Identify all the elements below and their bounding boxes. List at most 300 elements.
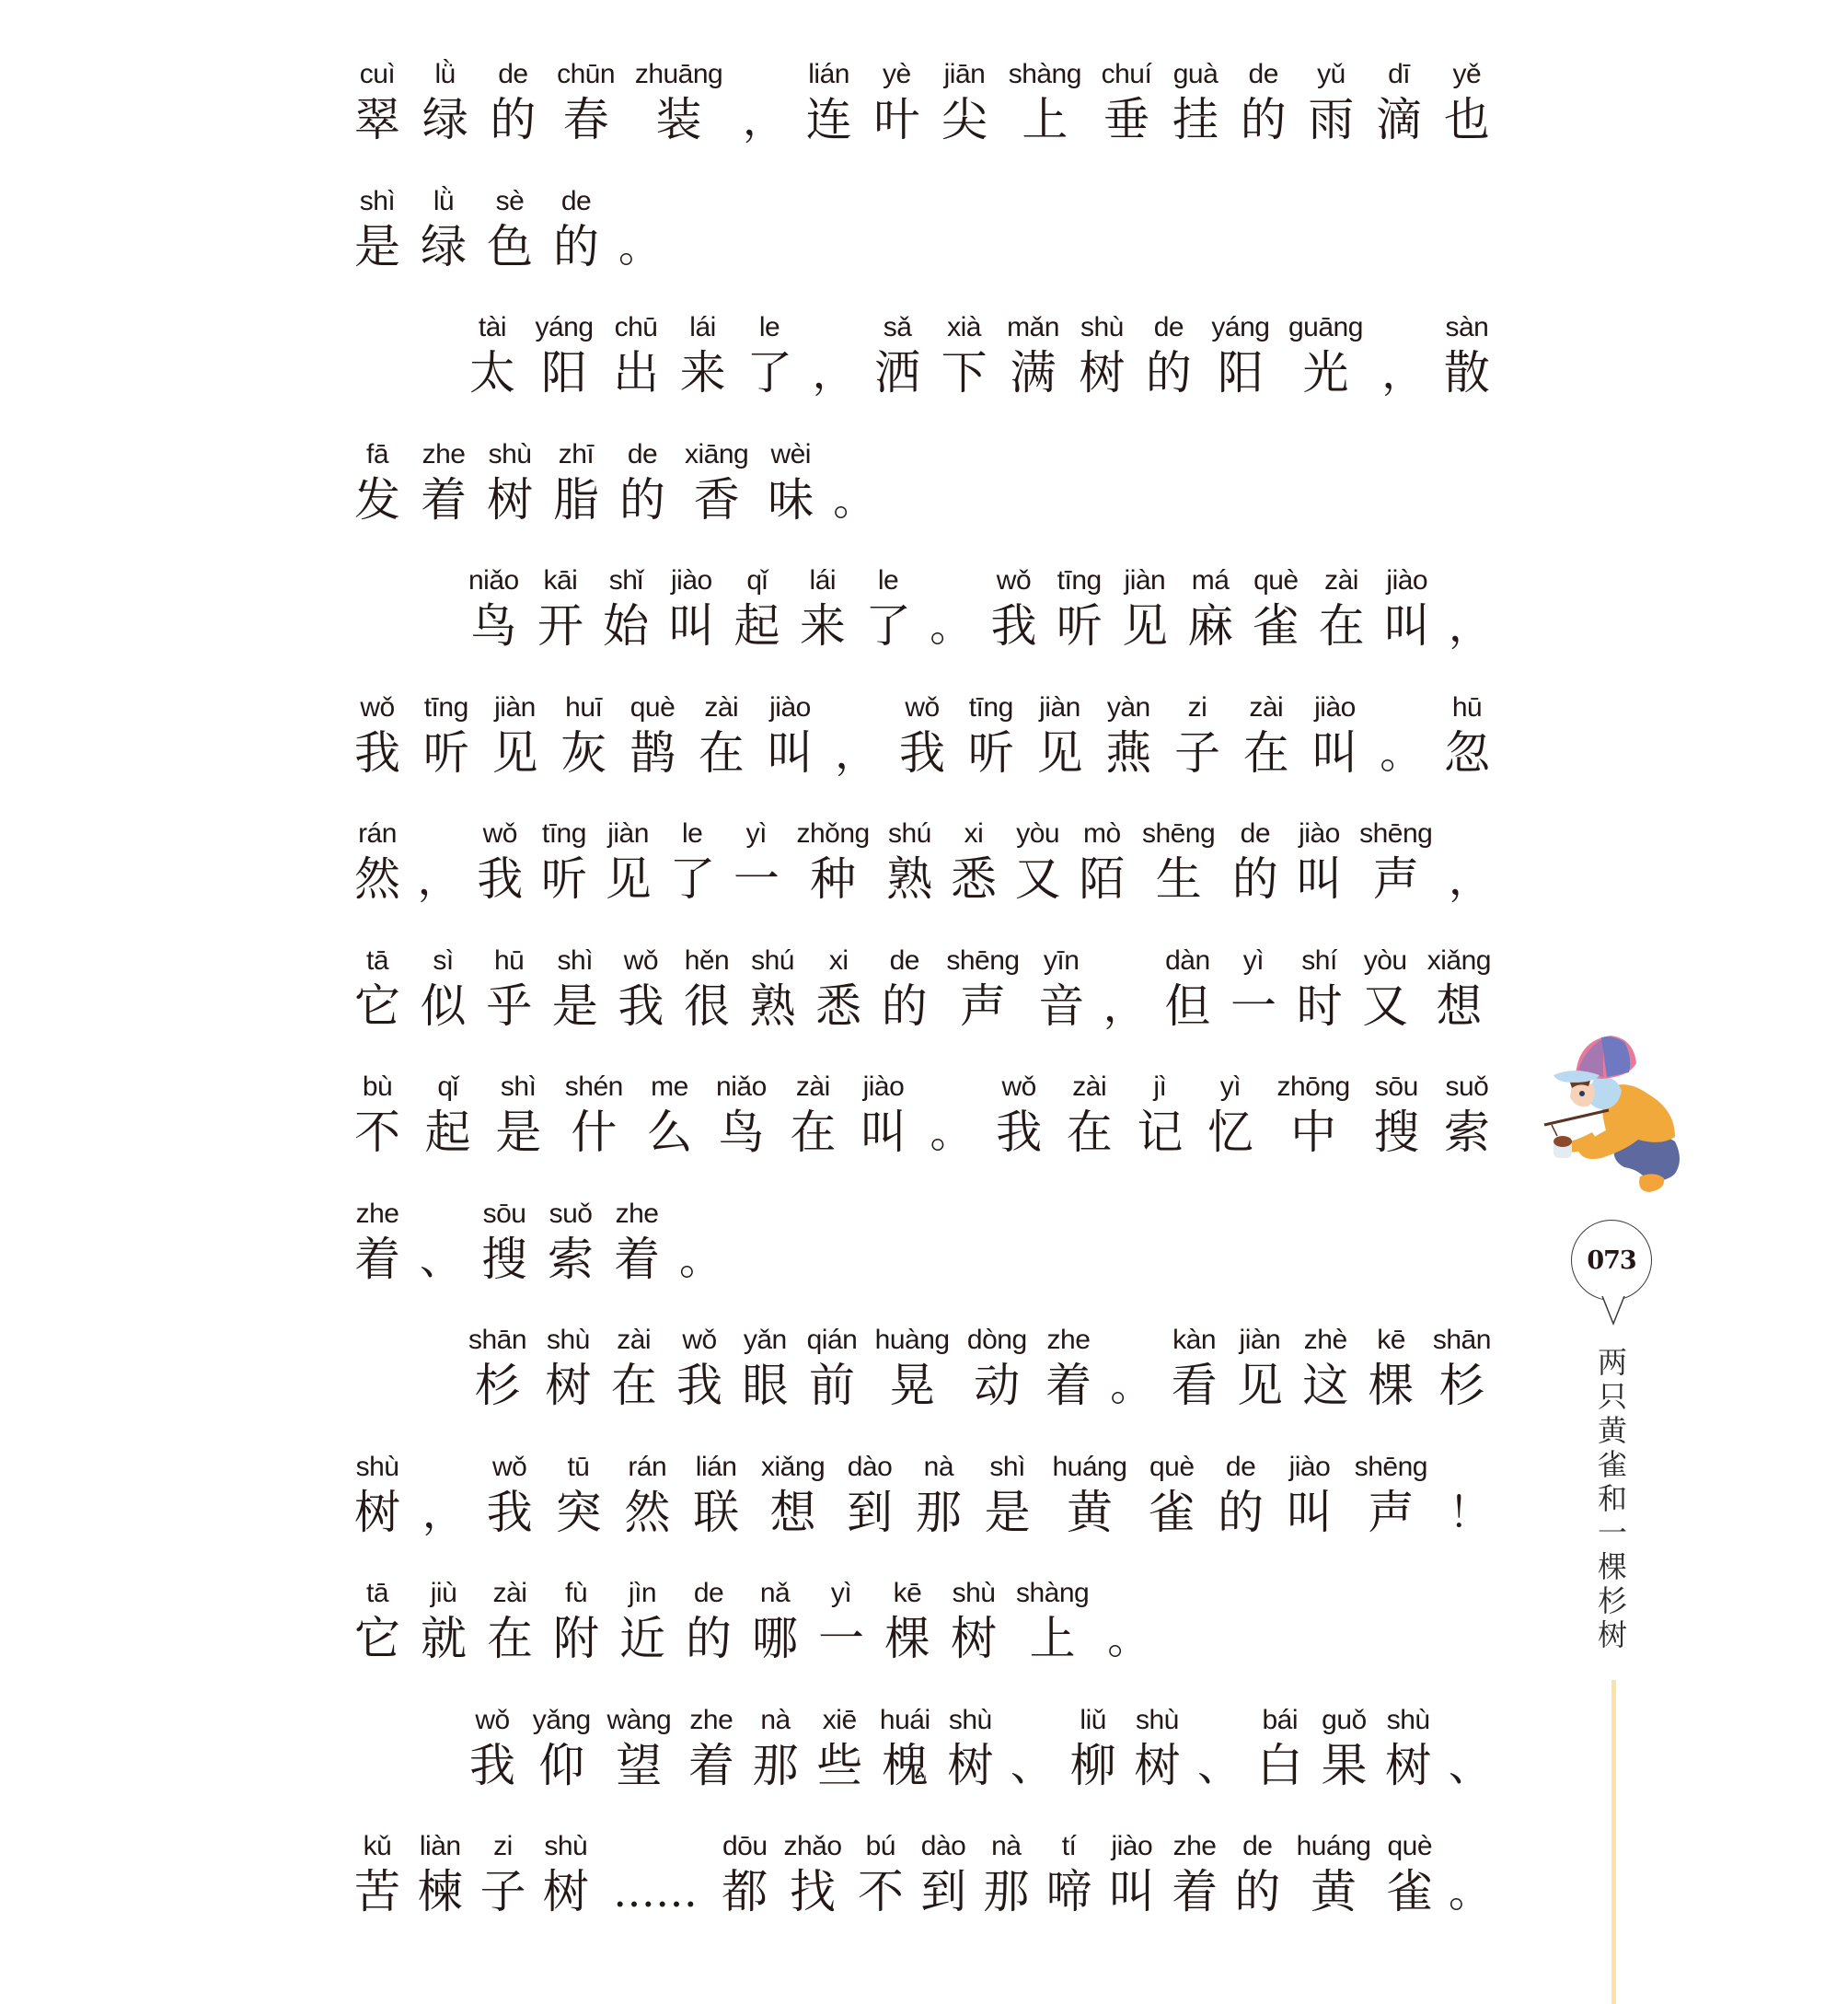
pinyin-character xyxy=(941,312,988,402)
hanzi: 的 xyxy=(1231,852,1278,906)
pinyin-character xyxy=(767,692,814,782)
pinyin-character xyxy=(353,439,401,529)
pinyin: tīng xyxy=(541,818,586,849)
hanzi: 了 xyxy=(746,346,793,400)
hanzi: 搜 xyxy=(481,1232,527,1286)
pinyin-character xyxy=(864,565,912,655)
hanzi: 很 xyxy=(683,979,730,1033)
pinyin-character xyxy=(353,945,401,1036)
text-line xyxy=(353,818,1491,945)
hanzi: 到 xyxy=(920,1865,967,1918)
hanzi: 。 xyxy=(1380,727,1423,778)
hanzi: 苦 xyxy=(354,1865,400,1918)
pinyin: jiān xyxy=(943,59,986,89)
pinyin-character xyxy=(815,1705,863,1795)
pinyin-character xyxy=(784,1831,842,1921)
hanzi: 子 xyxy=(479,1865,526,1918)
hanzi: 哪 xyxy=(752,1612,798,1665)
pinyin: guǒ xyxy=(1322,1704,1367,1735)
pinyin: zhī xyxy=(558,438,595,469)
pinyin-character xyxy=(1443,692,1491,782)
pinyin-character xyxy=(1307,59,1355,149)
chapter-title-char: 杉 xyxy=(1597,1583,1627,1618)
pinyin: què xyxy=(1149,1451,1195,1482)
pinyin: de xyxy=(693,1578,724,1608)
pinyin: lǜ xyxy=(434,59,456,89)
pinyin: sè xyxy=(495,185,525,216)
pinyin: zhe xyxy=(422,438,466,469)
hanzi: 着 xyxy=(421,472,467,527)
hanzi: 在 xyxy=(1318,599,1365,653)
pinyin-character xyxy=(1078,312,1126,402)
pinyin: sǎ xyxy=(883,312,912,342)
hanzi: 声 xyxy=(1372,852,1419,906)
pinyin-character xyxy=(420,1578,468,1668)
hanzi: 子 xyxy=(1174,725,1220,780)
hanzi: 在 xyxy=(1242,725,1289,780)
punctuation xyxy=(1381,312,1424,402)
hanzi: 我 xyxy=(469,1738,515,1792)
hanzi: 。 xyxy=(1449,1867,1491,1917)
hanzi: 。 xyxy=(930,601,973,651)
hanzi: 记 xyxy=(1137,1106,1184,1159)
pinyin: jìn xyxy=(628,1578,657,1608)
hanzi: 散 xyxy=(1443,346,1490,400)
pinyin-character xyxy=(1007,312,1059,402)
hanzi: 滴 xyxy=(1376,93,1423,146)
hanzi: 槐 xyxy=(882,1738,929,1792)
hanzi: 满 xyxy=(1010,346,1057,400)
hanzi: 、 xyxy=(1011,1740,1053,1790)
pinyin-character xyxy=(353,692,401,782)
punctuation xyxy=(930,565,972,655)
pinyin: bái xyxy=(1262,1704,1299,1735)
pinyin: le xyxy=(682,818,703,849)
hanzi: 叫 xyxy=(1286,1485,1333,1539)
pinyin-character xyxy=(984,1452,1032,1542)
pinyin: de xyxy=(1153,312,1184,342)
text-line xyxy=(353,1705,1491,1832)
pinyin: wǒ xyxy=(1001,1072,1036,1102)
pinyin-character xyxy=(486,1578,534,1668)
pinyin-character xyxy=(547,1199,595,1289)
pinyin: lián xyxy=(808,59,849,89)
pinyin: dòng xyxy=(966,1325,1027,1355)
pinyin-character xyxy=(617,945,664,1036)
pinyin-character xyxy=(1286,1452,1334,1542)
pinyin: tīng xyxy=(968,691,1013,723)
pinyin-character xyxy=(872,59,920,149)
pinyin: wǒ xyxy=(491,1451,527,1482)
pinyin: huàng xyxy=(874,1325,950,1355)
pinyin: zhe xyxy=(689,1704,733,1735)
hanzi: 树 xyxy=(1079,346,1126,400)
hanzi: 挂 xyxy=(1172,93,1219,146)
chapter-title-char: 黄 xyxy=(1597,1413,1627,1448)
hanzi: 的 xyxy=(881,979,928,1033)
badge-pointer-icon xyxy=(1600,1296,1627,1326)
hanzi: 阳 xyxy=(541,346,588,400)
pinyin: liǔ xyxy=(1080,1704,1106,1735)
hanzi: 出 xyxy=(613,346,660,400)
hanzi: 的 xyxy=(1240,93,1287,146)
pinyin-character xyxy=(552,1578,600,1668)
pinyin-character xyxy=(486,439,534,529)
pinyin-character xyxy=(698,692,745,782)
hanzi: 那 xyxy=(983,1865,1030,1918)
pinyin: shù xyxy=(1135,1704,1179,1735)
hanzi: ， xyxy=(742,95,785,145)
hanzi: 树 xyxy=(542,1865,589,1918)
hanzi: 开 xyxy=(537,599,583,653)
pinyin-character xyxy=(1066,1072,1114,1162)
pinyin: zhe xyxy=(1172,1831,1217,1861)
pinyin: jiào xyxy=(1314,691,1356,723)
hanzi: 。 xyxy=(618,221,661,272)
hanzi: 树 xyxy=(951,1612,997,1665)
pinyin-character xyxy=(544,1325,592,1415)
pinyin-character xyxy=(1148,1452,1195,1542)
hanzi: 光 xyxy=(1302,346,1349,400)
pinyin: yì xyxy=(830,1578,852,1608)
pinyin-character xyxy=(1045,1325,1092,1415)
pinyin-character xyxy=(1256,1705,1304,1795)
pinyin: guà xyxy=(1172,59,1219,89)
hanzi: 。 xyxy=(1107,1614,1150,1663)
pinyin-character xyxy=(420,439,468,529)
pinyin: tài xyxy=(478,312,507,342)
punctuation xyxy=(1197,1705,1240,1795)
pinyin-character xyxy=(1045,1831,1093,1921)
hanzi: 杉 xyxy=(1438,1359,1485,1412)
pinyin-character xyxy=(1173,692,1221,782)
pinyin-character xyxy=(612,312,660,402)
pinyin-character xyxy=(1375,59,1423,149)
text-line xyxy=(353,1831,1491,1958)
hanzi: 味 xyxy=(768,472,814,527)
pinyin-character xyxy=(353,59,401,149)
pinyin-character xyxy=(494,1072,542,1162)
pinyin: shù xyxy=(952,1578,996,1608)
pinyin-character xyxy=(1133,1705,1181,1795)
pinyin-character xyxy=(1186,565,1234,655)
pinyin: tīng xyxy=(423,691,468,723)
hanzi: 这 xyxy=(1302,1359,1349,1412)
pinyin-character xyxy=(1236,1325,1284,1415)
hanzi: 望 xyxy=(616,1738,663,1792)
pinyin-character xyxy=(420,945,468,1036)
page-number: 073 xyxy=(1587,1245,1636,1275)
hanzi: 眼 xyxy=(742,1359,789,1412)
pinyin: sōu xyxy=(482,1198,526,1229)
pinyin-character xyxy=(1386,1831,1434,1921)
punctuation xyxy=(1011,1705,1053,1795)
pinyin: dàn xyxy=(1165,944,1210,976)
pinyin: wàng xyxy=(606,1704,672,1735)
pinyin-character xyxy=(685,439,748,529)
pinyin: hū xyxy=(494,944,525,976)
pinyin: huáng xyxy=(1052,1451,1127,1482)
hanzi: 我 xyxy=(618,979,664,1033)
pinyin-character xyxy=(716,1072,767,1162)
hanzi: 始 xyxy=(603,599,650,653)
pinyin-character xyxy=(552,439,600,529)
hanzi: 。 xyxy=(930,1107,973,1157)
hanzi: 树 xyxy=(545,1359,592,1412)
pinyin-character xyxy=(1172,59,1219,149)
hanzi: 树 xyxy=(1385,1738,1432,1792)
pinyin: lái xyxy=(809,565,837,596)
pinyin: yì xyxy=(1242,944,1265,976)
pinyin-character xyxy=(875,1325,950,1415)
pinyin-character xyxy=(1014,818,1062,909)
hanzi: 着 xyxy=(1172,1865,1219,1918)
pinyin: de xyxy=(1242,1831,1273,1861)
pinyin: le xyxy=(758,312,780,342)
pinyin: wǒ xyxy=(905,691,940,723)
pinyin: lián xyxy=(695,1451,737,1482)
hanzi: 起 xyxy=(733,599,780,653)
hanzi: 叶 xyxy=(873,93,920,146)
pinyin-character xyxy=(733,818,780,909)
hanzi: 果 xyxy=(1321,1738,1368,1792)
pinyin: shì xyxy=(989,1451,1025,1482)
pinyin: de xyxy=(889,944,919,976)
chapter-title-char: 棵 xyxy=(1597,1549,1627,1584)
pinyin-character xyxy=(536,312,594,402)
pinyin-character xyxy=(919,1831,967,1921)
hanzi: 什 xyxy=(571,1106,618,1159)
chapter-title-char: 树 xyxy=(1597,1617,1627,1652)
pinyin-character xyxy=(1078,818,1126,909)
pinyin-character xyxy=(799,565,847,655)
pinyin: shú xyxy=(751,944,794,976)
hanzi: 下 xyxy=(941,346,988,400)
pinyin: shēng xyxy=(1354,1451,1427,1482)
pinyin-character xyxy=(741,1325,789,1415)
hanzi: 搜 xyxy=(1373,1106,1420,1159)
pinyin: kǔ xyxy=(363,1831,392,1861)
punctuation xyxy=(1449,1705,1491,1795)
pinyin-character xyxy=(1217,1452,1265,1542)
punctuation xyxy=(1107,1578,1149,1668)
pinyin: yīn xyxy=(1043,944,1080,976)
pinyin: le xyxy=(877,565,899,596)
pinyin-character xyxy=(468,1705,516,1795)
hanzi: 叫 xyxy=(860,1106,907,1159)
hanzi: ， xyxy=(835,727,878,778)
pinyin: cuì xyxy=(359,59,396,89)
text-line xyxy=(353,1325,1491,1452)
hanzi: 雀 xyxy=(1253,599,1299,653)
pinyin-character xyxy=(610,1325,658,1415)
pinyin-character xyxy=(489,59,537,149)
hanzi: 忽 xyxy=(1444,725,1490,780)
pinyin: xiǎng xyxy=(760,1451,826,1482)
pinyin: zài xyxy=(617,1325,652,1355)
pinyin-character xyxy=(1036,692,1084,782)
hanzi: 的 xyxy=(1218,1485,1265,1539)
hanzi: 绿 xyxy=(422,93,468,146)
punctuation xyxy=(1449,1831,1491,1921)
pinyin-character xyxy=(752,1705,800,1795)
hanzi: 种 xyxy=(810,852,857,906)
pinyin-character xyxy=(789,1072,837,1162)
hanzi: 前 xyxy=(808,1359,855,1412)
hanzi: 叫 xyxy=(1383,599,1430,653)
hanzi: 、 xyxy=(420,1234,462,1284)
hanzi: 的 xyxy=(686,1612,732,1665)
pinyin-character xyxy=(1296,945,1344,1036)
pinyin: de xyxy=(1240,818,1271,849)
pinyin-character xyxy=(1240,59,1288,149)
pinyin: jiù xyxy=(430,1578,457,1608)
pinyin: yáng xyxy=(1211,312,1270,342)
hanzi: 装 xyxy=(655,93,702,146)
hanzi: 春 xyxy=(562,93,609,146)
pinyin-character xyxy=(468,565,519,655)
hanzi: 也 xyxy=(1443,93,1490,146)
pinyin-character xyxy=(685,1578,733,1668)
pinyin: nǎ xyxy=(759,1578,791,1608)
hanzi: 然 xyxy=(354,852,400,906)
pinyin: yòu xyxy=(1363,944,1407,976)
hanzi: ， xyxy=(1381,348,1425,398)
hanzi: 白 xyxy=(1256,1738,1303,1792)
hanzi: 见 xyxy=(491,725,538,780)
pinyin-character xyxy=(1207,1072,1254,1162)
pinyin-character xyxy=(476,818,524,909)
pinyin-character xyxy=(353,1452,401,1542)
hanzi: 些 xyxy=(816,1738,863,1792)
punctuation xyxy=(813,312,855,402)
hanzi: 叫 xyxy=(668,599,715,653)
pinyin-character xyxy=(807,1325,858,1415)
hanzi: 似 xyxy=(420,979,467,1033)
pinyin: zài xyxy=(1072,1072,1107,1102)
pinyin-character xyxy=(542,1831,590,1921)
pinyin-character xyxy=(805,59,853,149)
pinyin: yǎn xyxy=(743,1325,787,1355)
pinyin: shù xyxy=(355,1451,399,1482)
pinyin: huī xyxy=(565,691,603,723)
hanzi: 忆 xyxy=(1207,1106,1253,1159)
pinyin-character xyxy=(618,1578,666,1668)
hanzi: 麻 xyxy=(1187,599,1234,653)
hanzi: 音 xyxy=(1038,979,1085,1033)
hanzi: 看 xyxy=(1171,1359,1218,1412)
pinyin-character xyxy=(1069,1705,1117,1795)
hanzi: 翠 xyxy=(354,93,400,146)
pinyin-character xyxy=(468,312,516,402)
pinyin-character xyxy=(1361,945,1409,1036)
punctuation xyxy=(743,59,785,149)
pinyin: xiāng xyxy=(685,438,749,469)
pinyin: shàng xyxy=(1016,1578,1090,1608)
pinyin-character xyxy=(667,565,715,655)
pinyin: què xyxy=(1387,1831,1433,1861)
hanzi: 着 xyxy=(354,1232,400,1286)
pinyin: sàn xyxy=(1445,312,1489,342)
pinyin-character xyxy=(761,1452,825,1542)
pinyin-character xyxy=(1171,1325,1219,1415)
pinyin: de xyxy=(498,59,528,89)
hanzi: 的 xyxy=(1145,346,1192,400)
hanzi: 悉 xyxy=(951,852,998,906)
pinyin-character xyxy=(540,818,588,909)
hanzi: 见 xyxy=(605,852,652,906)
hanzi: ， xyxy=(1449,601,1491,651)
pinyin: chūn xyxy=(557,59,616,89)
hanzi: 一 xyxy=(733,852,780,906)
pinyin-character xyxy=(873,312,921,402)
pinyin: shì xyxy=(557,944,594,976)
pinyin-character xyxy=(606,1705,671,1795)
pinyin-character xyxy=(618,439,666,529)
pinyin: shēng xyxy=(1359,818,1433,849)
text-line xyxy=(353,692,1491,819)
hanzi: 叫 xyxy=(1108,1865,1155,1918)
pinyin: jiào xyxy=(862,1072,905,1102)
hanzi: 起 xyxy=(424,1106,471,1159)
hanzi: 声 xyxy=(1368,1485,1415,1539)
pinyin: fù xyxy=(564,1578,588,1608)
hanzi: 。 xyxy=(679,1234,722,1284)
pinyin: zhǒng xyxy=(796,818,870,849)
punctuation xyxy=(605,1831,706,1921)
punctuation xyxy=(833,439,875,529)
pinyin: shù xyxy=(544,1831,588,1861)
hanzi: 在 xyxy=(487,1612,533,1665)
text-line xyxy=(353,186,1491,313)
hanzi: 鹊 xyxy=(629,725,676,780)
text-line xyxy=(353,1452,1491,1579)
pinyin: shàng xyxy=(1008,59,1081,89)
pinyin: fā xyxy=(365,438,389,469)
hanzi: 联 xyxy=(693,1485,740,1539)
pinyin-character xyxy=(814,945,862,1036)
pinyin-character xyxy=(353,1199,401,1289)
pinyin: de xyxy=(1225,1451,1256,1482)
pinyin: jiàn xyxy=(1124,565,1166,596)
hanzi: 它 xyxy=(354,979,400,1033)
pinyin: xi xyxy=(964,818,984,849)
pinyin-character xyxy=(1311,692,1359,782)
pinyin-character xyxy=(1009,59,1081,149)
hanzi: 树 xyxy=(947,1738,994,1792)
pinyin: suǒ xyxy=(549,1198,593,1229)
hanzi: 我 xyxy=(996,1106,1043,1159)
pinyin-character xyxy=(745,312,793,402)
hanzi: 那 xyxy=(915,1485,962,1539)
pinyin: zhōng xyxy=(1276,1072,1350,1102)
pinyin: zài xyxy=(1249,691,1284,723)
pinyin: zi xyxy=(493,1831,513,1861)
boy-with-cap-icon xyxy=(1537,1022,1693,1197)
pinyin: jì xyxy=(1153,1072,1167,1102)
hanzi: 的 xyxy=(619,472,665,527)
pinyin-character xyxy=(950,1578,998,1668)
pinyin-character xyxy=(1108,1831,1156,1921)
pinyin-character xyxy=(552,186,600,276)
pinyin: rán xyxy=(628,1451,667,1482)
hanzi: 树 xyxy=(1134,1738,1181,1792)
pinyin-character xyxy=(560,692,607,782)
pinyin: shì xyxy=(500,1072,537,1102)
pinyin-character xyxy=(679,312,727,402)
hanzi: 燕 xyxy=(1105,725,1152,780)
pinyin-character xyxy=(479,1831,527,1921)
